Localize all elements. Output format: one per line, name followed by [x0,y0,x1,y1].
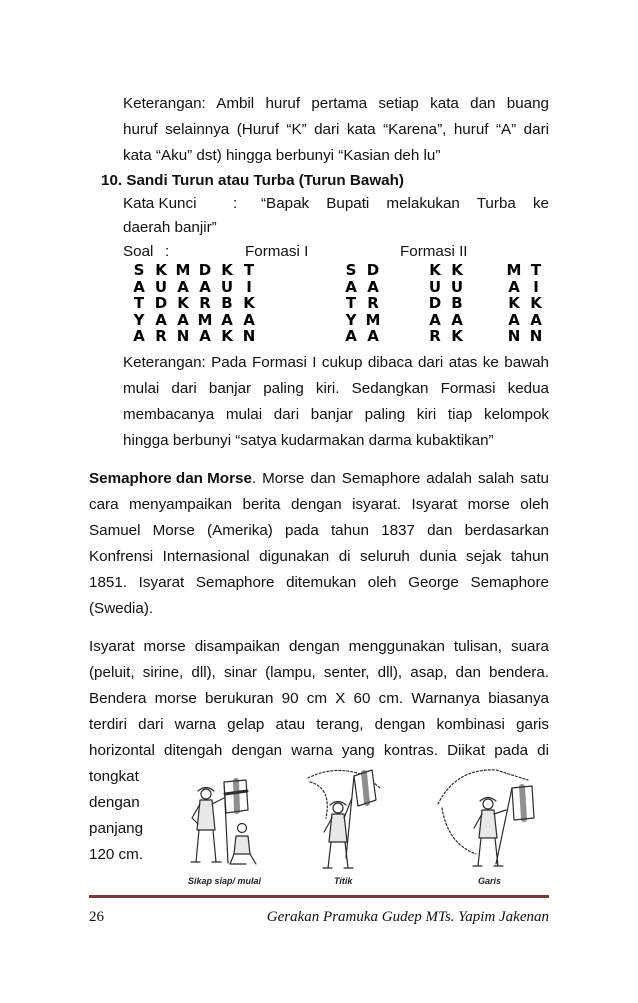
formasi-1-letter: D [154,294,168,312]
formasi-1-letter: T [133,294,145,312]
formasi-2-group-2-letter: A [429,310,441,329]
formasi-1-letter: K [177,294,189,312]
formasi-1-letter: A [133,327,145,345]
formasi-1-letter: M [197,310,213,329]
s10-note-line-1: Keterangan: Pada Formasi I cukup dibaca dari atas ke bawah [123,354,549,371]
formasi-1-letter: K [155,261,167,279]
kunci-continuation: daerah banjir” [123,219,217,236]
formasi-2-group-2-letter: B [451,294,463,312]
formasi-2-group-1-letter: R [367,294,379,312]
formasi-1-letter: K [243,294,255,312]
caption-dash: Garis [478,876,502,886]
morse-line-8: panjang [89,820,144,837]
morse-line-3: Bendera morse berukuran 90 cm X 60 cm. Warnanya biasanya [89,690,549,707]
morse-line-2: (peluit, sirine, dll), sinar (lampu, senter, dll), asap, dan bendera. [89,664,549,681]
semaphore-title: Semaphore dan Morse [89,470,252,487]
morse-line-7: dengan [89,794,140,811]
formasi-2-group-1-letter: D [366,261,380,279]
formasi-2-group-3 [503,262,547,345]
caption-ready: Sikap siap/ mulai [188,876,262,886]
formasi-2-group-3-letter: A [530,310,542,329]
morse-line-6: tongkat [89,768,139,785]
semaphore-line-4: Konfrensi Internasional digunakan di seluruh dunia sejak tahun [89,548,549,565]
formasi-1-letter: U [154,277,168,296]
scout-ready-position [191,780,256,864]
s10-note-line-3: membacanya mulai dari banjar paling kiri tiap kelompok [123,406,549,423]
caption-dot: Titik [334,876,353,886]
morse-line-4: terdiri dari warna gelap atau terang, dengan kombinasi garis [89,716,549,733]
kunci-value: “Bapak Bupati melakukan Turba ke [261,195,549,212]
formasi-1-letter: M [175,261,191,279]
formasi-2-group-3-letter: T [530,261,542,279]
formasi-2-group-2-letter: U [450,277,464,296]
semaphore-line-5: 1851. Isyarat Semaphore ditemukan oleh George Semaphore [89,574,549,591]
formasi-2-group-2 [424,262,468,345]
formasi-1-letter: K [221,261,233,279]
formasi-1-letter: S [133,261,145,279]
formasi-1-letter: N [242,327,256,345]
formasi-1-letter: A [133,277,145,296]
formasi-1-letter: Y [133,310,145,329]
morse-line-9: 120 cm. [89,846,144,863]
soal-colon: : [165,243,170,260]
formasi-2-group-2-letter: K [451,327,463,345]
formasi-2-group-1-letter: A [367,277,379,296]
semaphore-line-3: Samuel Morse (Amerika) pada tahun 1837 dan berdasarkan [89,522,549,539]
formasi-2-group-3-letter: N [507,327,521,345]
formasi-1-grid [128,262,260,345]
formasi-1-letter: U [220,277,234,296]
formasi-1-letter: R [199,294,211,312]
formasi-1-letter: I [246,277,252,296]
footer-title: Gerakan Pramuka Gudep MTs. Yapim Jakenan [266,909,549,925]
top-note-line-2: huruf selainnya (Huruf “K” dari kata “Karena”, huruf “A” dari [123,121,549,138]
top-note-line-3: kata “Aku” dst) hingga berbunyi “Kasian deh lu” [123,147,441,164]
s10-note-line-4: hingga berbunyi “satya kudarmakan darma kubaktikan” [123,432,494,449]
kunci-colon: : [233,195,238,212]
formasi-2-group-1-letter: M [365,310,381,329]
formasi-1-letter: A [177,310,189,329]
scout-dash-position [438,770,534,866]
formasi-2-group-1-letter: S [345,261,357,279]
formasi-2-group-3-letter: A [508,277,520,296]
formasi-2-group-2-letter: U [428,277,442,296]
top-note-line-1: Keterangan: Ambil huruf pertama setiap kata dan buang [123,95,549,112]
scout-dot-position [308,770,380,868]
formasi-1-letter: A [177,277,189,296]
page-number: 26 [89,909,104,925]
formasi-2-group-2-letter: A [451,310,463,329]
morse-line-1: Isyarat morse disampaikan dengan menggunakan tulisan, suara [89,638,549,655]
formasi-2-group-1-letter: T [345,294,357,312]
formasi-2-group-1-letter: Y [345,310,357,329]
formasi-2-label: Formasi II [400,243,468,260]
formasi-2-group-3-letter: K [530,294,542,312]
formasi-2-group-2-letter: D [428,294,442,312]
formasi-2-group-2-letter: K [451,261,463,279]
semaphore-first-line-text: . Morse dan Semaphore adalah salah satu [251,470,549,487]
formasi-1-letter: T [243,261,255,279]
soal-label: Soal [123,243,154,260]
morse-flag-illustration [176,758,550,890]
formasi-1-letter: A [243,310,255,329]
formasi-1-letter: A [199,327,211,345]
formasi-1-letter: A [155,310,167,329]
formasi-1-letter: B [221,294,233,312]
formasi-1-letter: D [198,261,212,279]
formasi-2-group-2-letter: R [429,327,441,345]
formasi-1-label: Formasi I [245,243,309,260]
morse-line-5: horizontal ditengah dengan warna yang kontras. Diikat pada di [89,742,549,759]
formasi-2-group-1 [340,262,384,345]
semaphore-line-6: (Swedia). [89,600,154,617]
semaphore-first-line [89,469,549,491]
formasi-1-letter: K [221,327,233,345]
formasi-2-group-1-letter: A [345,277,357,296]
s10-note-line-2: mulai dari banjar paling kiri. Sedangkan Formasi kedua [123,380,549,397]
formasi-2-group-1-letter: A [367,327,379,345]
formasi-2-group-3-letter: M [506,261,522,279]
formasi-2-group-1-letter: A [345,327,357,345]
footer-rule [89,895,549,898]
section-10-heading: 10. Sandi Turun atau Turba (Turun Bawah) [101,172,404,189]
formasi-1-letter: A [199,277,211,296]
semaphore-line-2: cara menyampaikan berita dengan isyarat. Isyarat morse oleh [89,496,549,513]
formasi-2-group-3-letter: K [508,294,520,312]
formasi-1-letter: A [221,310,233,329]
formasi-2-group-3-letter: N [529,327,543,345]
formasi-2-group-3-letter: A [508,310,520,329]
kunci-label: Kata Kunci [123,195,197,212]
formasi-1-letter: R [155,327,167,345]
formasi-1-letter: N [176,327,190,345]
formasi-2-group-3-letter: I [533,277,539,296]
formasi-2-group-2-letter: K [429,261,441,279]
